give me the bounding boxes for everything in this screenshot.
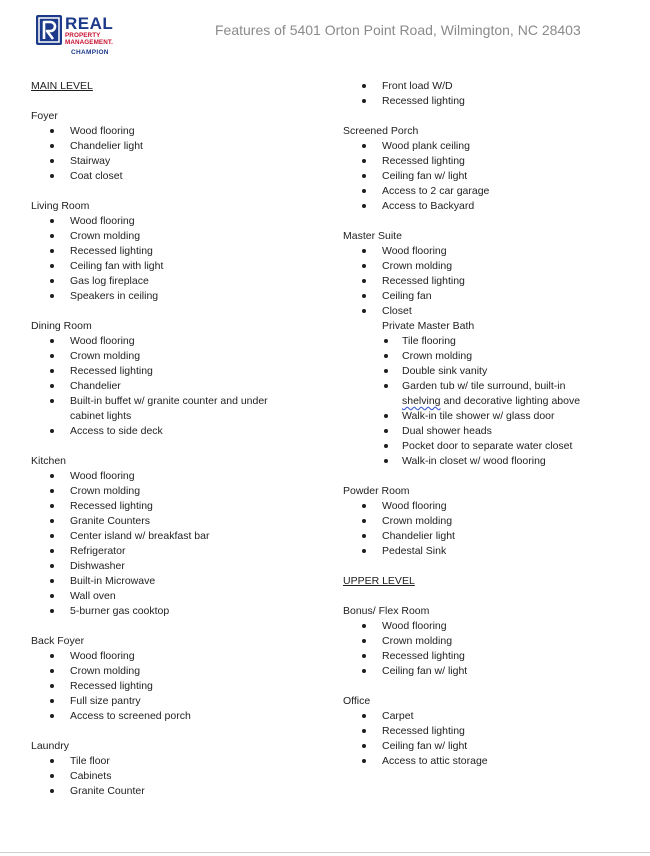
list-item: Recessed lighting	[31, 244, 321, 259]
list-item: Wood flooring	[31, 214, 321, 229]
list-item: Wood flooring	[31, 649, 321, 664]
upper-level-heading: UPPER LEVEL	[343, 575, 415, 587]
list-item: Tile flooring	[343, 334, 643, 349]
list-item: Access to 2 car garage	[343, 184, 643, 199]
list-item: Granite Counters	[31, 514, 321, 529]
section-title: Kitchen	[31, 455, 67, 467]
section-office	[343, 694, 643, 769]
section-bonus-room	[343, 604, 643, 679]
list-item: Access to screened porch	[31, 709, 321, 724]
list-item: Crown molding	[31, 229, 321, 244]
list-item	[343, 379, 643, 409]
main-level-heading: MAIN LEVEL	[31, 80, 93, 92]
section-title: Dining Room	[31, 320, 92, 332]
list-item: Coat closet	[31, 169, 321, 184]
logo-brand: REAL	[65, 14, 114, 33]
section-foyer	[31, 109, 321, 184]
list-item: Chandelier light	[343, 529, 643, 544]
list-item: Full size pantry	[31, 694, 321, 709]
list-item: Ceiling fan	[343, 289, 643, 304]
list-item: Center island w/ breakfast bar	[31, 529, 321, 544]
list-item: Closet	[343, 304, 643, 319]
list-item: Dishwasher	[31, 559, 321, 574]
section-title: Foyer	[31, 110, 58, 122]
page-bottom-border	[0, 852, 650, 853]
right-column	[343, 79, 643, 784]
list-item: Crown molding	[343, 349, 643, 364]
garden-tub-text-1: Garden tub w/ tile surround, built-in	[402, 380, 566, 392]
list-item: Built-in Microwave	[31, 574, 321, 589]
logo-line-management: MANAGEMENT.	[65, 39, 113, 47]
list-item: Chandelier light	[31, 139, 321, 154]
logo-line-property: PROPERTY	[65, 32, 101, 39]
list-item: Access to attic storage	[343, 754, 643, 769]
list-item: Wood flooring	[31, 469, 321, 484]
list-item: Crown molding	[343, 634, 643, 649]
logo-line-champion: CHAMPION	[71, 48, 109, 56]
list-item: Pocket door to separate water closet	[343, 439, 643, 454]
list-item: Built-in buffet w/ granite counter and under cabinet lights	[31, 394, 295, 424]
list-item: Recessed lighting	[31, 499, 321, 514]
garden-tub-text-3: and decorative lighting above	[440, 395, 581, 407]
list-item: Refrigerator	[31, 544, 321, 559]
list-item: Double sink vanity	[343, 364, 643, 379]
list-item: Ceiling fan with light	[31, 259, 321, 274]
list-item: Recessed lighting	[343, 94, 643, 109]
list-item: Ceiling fan w/ light	[343, 739, 643, 754]
section-title: Powder Room	[343, 485, 410, 497]
section-title: Bonus/ Flex Room	[343, 605, 430, 617]
section-living-room	[31, 199, 321, 304]
list-item: Dual shower heads	[343, 424, 643, 439]
list-item: Gas log fireplace	[31, 274, 321, 289]
list-item: Recessed lighting	[343, 154, 643, 169]
list-item: Pedestal Sink	[343, 544, 643, 559]
list-item: Crown molding	[31, 349, 321, 364]
list-item: Walk-in tile shower w/ glass door	[343, 409, 643, 424]
section-kitchen	[31, 454, 321, 619]
section-screened-porch	[343, 124, 643, 214]
company-logo	[36, 15, 113, 56]
document-title: Features of 5401 Orton Point Road, Wilmington, NC 28403	[215, 22, 581, 38]
list-item: Wood flooring	[31, 334, 321, 349]
subsection-title: Private Master Bath	[382, 320, 475, 332]
section-laundry	[31, 739, 321, 799]
list-item: Wall oven	[31, 589, 321, 604]
list-item: Tile floor	[31, 754, 321, 769]
section-powder-room	[343, 484, 643, 559]
list-item: Recessed lighting	[343, 274, 643, 289]
list-item: Crown molding	[31, 664, 321, 679]
section-title: Back Foyer	[31, 635, 85, 647]
logo-r-icon	[36, 15, 62, 45]
list-item: Carpet	[343, 709, 643, 724]
list-item: Ceiling fan w/ light	[343, 664, 643, 679]
list-item: Access to side deck	[31, 424, 321, 439]
section-back-foyer	[31, 634, 321, 724]
list-item: Access to Backyard	[343, 199, 643, 214]
list-item: Recessed lighting	[31, 364, 321, 379]
list-item: Granite Counter	[31, 784, 321, 799]
section-dining-room	[31, 319, 321, 439]
section-title: Screened Porch	[343, 125, 419, 137]
list-item: Crown molding	[31, 484, 321, 499]
list-item: Recessed lighting	[31, 679, 321, 694]
list-item: Walk-in closet w/ wood flooring	[343, 454, 643, 469]
section-title: Office	[343, 695, 371, 707]
section-title: Living Room	[31, 200, 90, 212]
section-laundry-continued	[343, 79, 643, 109]
section-title: Master Suite	[343, 230, 402, 242]
list-item: Wood plank ceiling	[343, 139, 643, 154]
list-item: Speakers in ceiling	[31, 289, 321, 304]
list-item: Chandelier	[31, 379, 321, 394]
list-item: Ceiling fan w/ light	[343, 169, 643, 184]
list-item: Crown molding	[343, 259, 643, 274]
list-item: Wood flooring	[31, 124, 321, 139]
section-master-suite	[343, 229, 643, 469]
spellcheck-word: shelving	[402, 395, 441, 407]
list-item: Wood flooring	[343, 619, 643, 634]
section-title: Laundry	[31, 740, 69, 752]
list-item: Stairway	[31, 154, 321, 169]
list-item: Front load W/D	[343, 79, 643, 94]
list-item: Cabinets	[31, 769, 321, 784]
left-column	[31, 79, 321, 814]
list-item: Recessed lighting	[343, 649, 643, 664]
list-item: Wood flooring	[343, 244, 643, 259]
list-item: Crown molding	[343, 514, 643, 529]
list-item: 5-burner gas cooktop	[31, 604, 321, 619]
list-item: Recessed lighting	[343, 724, 643, 739]
list-item: Wood flooring	[343, 499, 643, 514]
